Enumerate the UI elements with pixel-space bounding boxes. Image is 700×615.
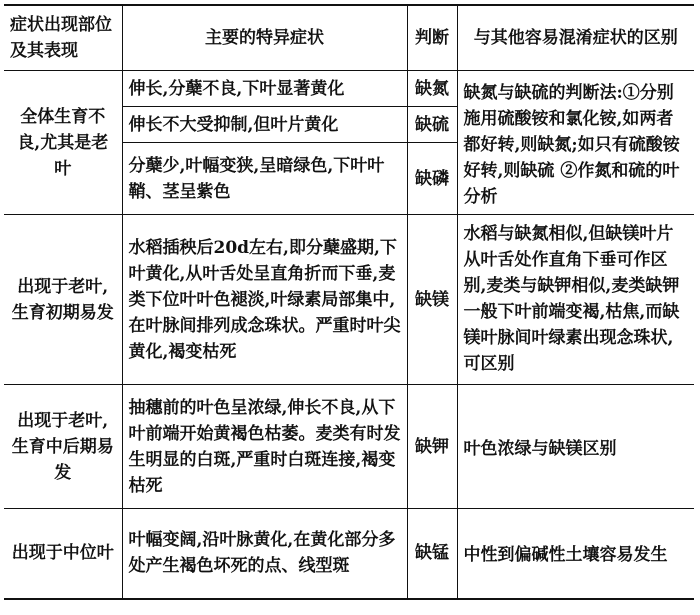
symptom-cell: 伸长不大受抑制,但叶片黄化 <box>122 107 407 143</box>
symptom-cell: 水稻插秧后20d左右,即分蘖盛期,下叶黄化,从叶舌处呈直角折而下垂,麦类下位叶叶色褪淡,叶绿素局部集中,在叶脉间排列成念珠状。严重时叶尖黄化,褐变枯死 <box>122 215 407 385</box>
table-row <box>4 385 694 509</box>
position-cell: 出现于中位叶 <box>4 509 122 599</box>
judgment-cell: 缺硫 <box>407 107 457 143</box>
header-judgment: 判断 <box>407 5 457 71</box>
difference-cell: 水稻与缺氮相似,但缺镁叶片从叶舌处作直角下垂可作区别,麦类与缺钾相似,麦类缺钾一般下叶前端变褐,枯焦,而缺镁叶脉间叶绿素出现念珠状,可区别 <box>457 215 694 385</box>
judgment-cell: 缺锰 <box>407 509 457 599</box>
judgment-cell: 缺镁 <box>407 215 457 385</box>
difference-cell: 叶色浓绿与缺镁区别 <box>457 385 694 509</box>
difference-cell: 缺氮与缺硫的判断法:①分别施用硫酸铵和氯化铵,如两者都好转,则缺氮;如只有硫酸铵好转,则缺硫 ②作氮和硫的叶分析 <box>457 71 694 215</box>
position-cell: 出现于老叶,生育初期易发 <box>4 215 122 385</box>
position-cell: 出现于老叶,生育中后期易发 <box>4 385 122 509</box>
judgment-cell: 缺钾 <box>407 385 457 509</box>
table-row <box>4 71 694 107</box>
nutrient-deficiency-table <box>4 4 694 600</box>
table-row <box>4 509 694 599</box>
table-row <box>4 215 694 385</box>
header-symptom: 主要的特异症状 <box>122 5 407 71</box>
header-difference: 与其他容易混淆症状的区别 <box>457 5 694 71</box>
symptom-cell: 抽穗前的叶色呈浓绿,伸长不良,从下叶前端开始黄褐色枯萎。麦类有时发生明显的白斑,严重时白斑连接,褐变枯死 <box>122 385 407 509</box>
position-cell: 全体生育不良,尤其是老叶 <box>4 71 122 215</box>
symptom-cell: 叶幅变阔,沿叶脉黄化,在黄化部分多处产生褐色坏死的点、线型斑 <box>122 509 407 599</box>
header-position: 症状出现部位及其表现 <box>4 5 122 71</box>
symptom-cell: 伸长,分蘖不良,下叶显著黄化 <box>122 71 407 107</box>
table-header-row <box>4 5 694 71</box>
symptom-cell: 分蘖少,叶幅变狭,呈暗绿色,下叶叶鞘、茎呈紫色 <box>122 143 407 215</box>
difference-cell: 中性到偏碱性土壤容易发生 <box>457 509 694 599</box>
judgment-cell: 缺氮 <box>407 71 457 107</box>
judgment-cell: 缺磷 <box>407 143 457 215</box>
